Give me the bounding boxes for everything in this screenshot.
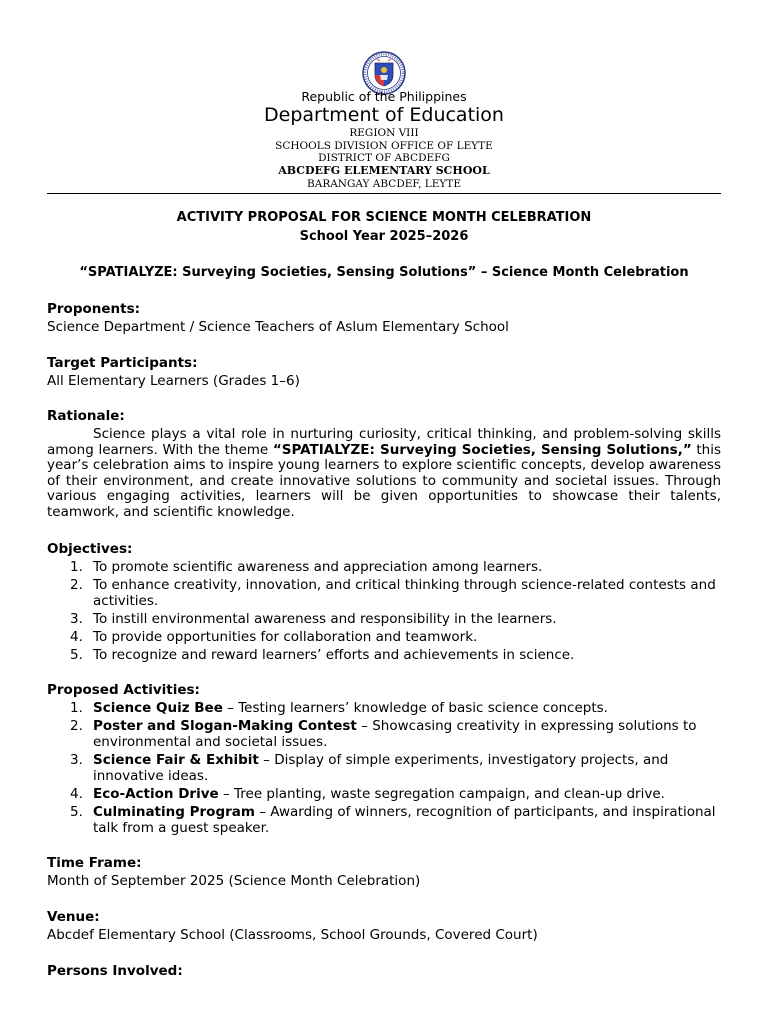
proponents-value: Science Department / Science Teachers of Aslum Elementary School bbox=[47, 319, 509, 335]
activity-number: 1. bbox=[70, 700, 83, 716]
rationale-theme: “SPATIALYZE: Surveying Societies, Sensing Solutions,” bbox=[272, 441, 692, 458]
objective-text: To promote scientific awareness and appreciation among learners. bbox=[93, 559, 543, 575]
school-year: School Year 2025–2026 bbox=[299, 229, 469, 244]
activity-item bbox=[47, 718, 721, 750]
activity-number: 2. bbox=[70, 718, 83, 734]
activity-description: – Testing learners’ knowledge of basic science concepts. bbox=[222, 700, 608, 716]
department-name: Department of Education bbox=[264, 104, 504, 126]
republic-line: Republic of the Philippines bbox=[301, 89, 467, 104]
activity-number: 5. bbox=[70, 804, 83, 820]
activity-item bbox=[47, 700, 721, 716]
objective-text: To instill environmental awareness and responsibility in the learners. bbox=[93, 611, 557, 627]
document-title: ACTIVITY PROPOSAL FOR SCIENCE MONTH CELEBRATION bbox=[176, 210, 592, 225]
activity-item bbox=[47, 752, 721, 784]
rationale-paragraph bbox=[47, 427, 721, 520]
objective-number: 4. bbox=[70, 629, 83, 645]
activity-name: Eco-Action Drive bbox=[93, 786, 219, 802]
barangay-line: BARANGAY ABCDEF, LEYTE bbox=[307, 178, 461, 190]
activity-number: 3. bbox=[70, 752, 83, 768]
school-name: ABCDEFG ELEMENTARY SCHOOL bbox=[278, 164, 490, 177]
theme-line: “SPATIALYZE: Surveying Societies, Sensing Solutions” – Science Month Celebration bbox=[79, 265, 689, 280]
participants-value: All Elementary Learners (Grades 1–6) bbox=[47, 373, 300, 389]
objectives-list bbox=[47, 559, 721, 665]
objective-number: 5. bbox=[70, 647, 83, 663]
time-frame-value: Month of September 2025 (Science Month Celebration) bbox=[47, 873, 421, 889]
activity-number: 4. bbox=[70, 786, 83, 802]
district-line: DISTRICT OF ABCDEFG bbox=[318, 152, 450, 164]
persons-involved-label: Persons Involved: bbox=[47, 963, 183, 979]
activity-item bbox=[47, 804, 721, 836]
objective-text: To enhance creativity, innovation, and critical thinking through science-related contests and activities. bbox=[93, 577, 716, 609]
activity-description: – Tree planting, waste segregation campaign, and clean-up drive. bbox=[218, 786, 665, 802]
rationale-text-before: Science plays a vital role in nurturing curiosity, critical thinking, and problem-solving skills among learners. With the theme bbox=[47, 426, 721, 458]
header-divider bbox=[47, 193, 721, 194]
objective-item bbox=[47, 611, 721, 627]
region-line: REGION VIII bbox=[349, 127, 419, 139]
venue-label: Venue: bbox=[47, 909, 100, 925]
activity-item bbox=[47, 786, 721, 802]
activity-name: Science Fair & Exhibit bbox=[93, 752, 259, 768]
activity-description: – Showcasing creativity in expressing solutions to environmental and societal issues. bbox=[93, 718, 697, 750]
time-frame-label: Time Frame: bbox=[47, 855, 142, 871]
objective-text: To provide opportunities for collaboration and teamwork. bbox=[93, 629, 478, 645]
objective-number: 3. bbox=[70, 611, 83, 627]
objective-item bbox=[47, 629, 721, 645]
activity-name: Poster and Slogan-Making Contest bbox=[93, 718, 357, 734]
objective-item bbox=[47, 559, 721, 575]
objective-item bbox=[47, 647, 721, 663]
objective-text: To recognize and reward learners’ efforts and achievements in science. bbox=[93, 647, 575, 663]
activity-description: – Awarding of winners, recognition of participants, and inspirational talk from a guest speaker. bbox=[93, 804, 716, 836]
objective-item bbox=[47, 577, 721, 609]
activities-label: Proposed Activities: bbox=[47, 682, 200, 698]
activity-name: Science Quiz Bee bbox=[93, 700, 223, 716]
division-line: SCHOOLS DIVISION OFFICE OF LEYTE bbox=[275, 139, 493, 152]
activity-name: Culminating Program bbox=[93, 804, 255, 820]
proponents-label: Proponents: bbox=[47, 301, 141, 317]
objective-number: 2. bbox=[70, 577, 83, 593]
venue-value: Abcdef Elementary School (Classrooms, School Grounds, Covered Court) bbox=[47, 927, 538, 943]
objectives-label: Objectives: bbox=[47, 541, 133, 557]
activities-list bbox=[47, 700, 721, 838]
rationale-text-after: this year’s celebration aims to inspire young learners to explore scientific concepts, develop awareness of their environment, and create innovative solutions to community and societal issues. Through various engaging activities, learners will be given opportunities to showcase their talents, teamwork, and scientific knowledge. bbox=[47, 441, 721, 520]
participants-label: Target Participants: bbox=[47, 355, 198, 371]
rationale-label: Rationale: bbox=[47, 408, 125, 424]
objective-number: 1. bbox=[70, 559, 83, 575]
activity-description: – Display of simple experiments, investigatory projects, and innovative ideas. bbox=[93, 752, 669, 784]
